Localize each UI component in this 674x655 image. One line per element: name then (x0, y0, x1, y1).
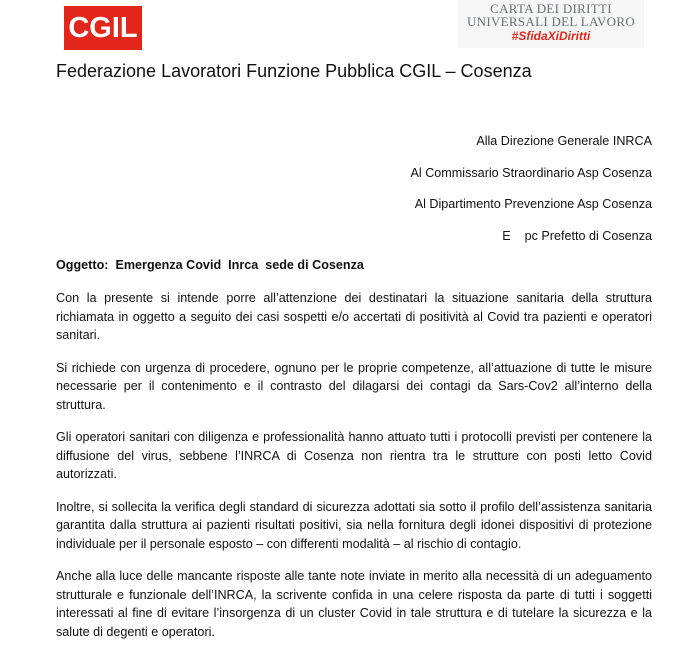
recipient-line: Alla Direzione Generale INRCA (476, 134, 652, 148)
federation-title: Federazione Lavoratori Funzione Pubblica CGIL – Cosenza (56, 61, 532, 81)
carta-logo-hashtag: #SfidaXiDiritti (511, 29, 591, 43)
body-paragraph: Con la presente si intende porre all’attenzione dei destinatari la situazione sanitaria della struttura richiamata in oggetto a seguito dei casi sospetti e/o accertati di positività al Covid tra pazienti e operatori sanitari. (56, 291, 652, 342)
body-paragraph: Anche alla luce delle mancante risposte alle tante note inviate in merito alla necessità di un adeguamento strutturale e funzionale dell’INRCA, la scrivente confida in una celere risposta da parte di tutti i soggetti interessati al fine di evitare l’insorgenza di un cluster Covid in tale struttura e di tutelare la sicurezza e la salute di degenti e operatori. (56, 569, 652, 639)
carta-diritti-logo (458, 0, 644, 48)
body-paragraph: Inoltre, si sollecita la verifica degli standard di sicurezza adottati sia sotto il profilo dell’assistenza sanitaria garantita dalla struttura ai pazienti risultati positivi, sia nella fornitura degli idonei dispositivi di protezione individuale per il personale esposto – con differenti modalità – al rischio di contagio. (56, 499, 652, 551)
recipient-line: Al Dipartimento Prevenzione Asp Cosenza (414, 197, 652, 211)
cgil-logo: CGIL (64, 6, 142, 50)
letter-subject: Oggetto: Emergenza Covid Inrca sede di Cosenza (56, 258, 364, 272)
recipient-line: E pc Prefetto di Cosenza (502, 228, 652, 243)
body-paragraph: Si richiede con urgenza di procedere, ognuno per le proprie competenze, all’attuazione di tutte le misure necessarie per il contenimento e il contrasto del dilagarsi dei contagi da Sars-Cov2 all’interno della struttura. (56, 360, 652, 412)
carta-logo-line1: CARTA DEI DIRITTI (490, 1, 612, 16)
carta-logo-line2: UNIVERSALI DEL LAVORO (466, 14, 636, 29)
recipients-block (411, 133, 652, 259)
letter-body (56, 289, 652, 655)
recipient-line: Al Commissario Straordinario Asp Cosenza (410, 165, 652, 180)
body-paragraph: Gli operatori sanitari con diligenza e professionalità hanno attuato tutti i protocolli previsti per contenere la diffusione del virus, sebbene l’INRCA di Cosenza non rientra tra le strutture con posti letto Covid autorizzati. (56, 430, 652, 481)
